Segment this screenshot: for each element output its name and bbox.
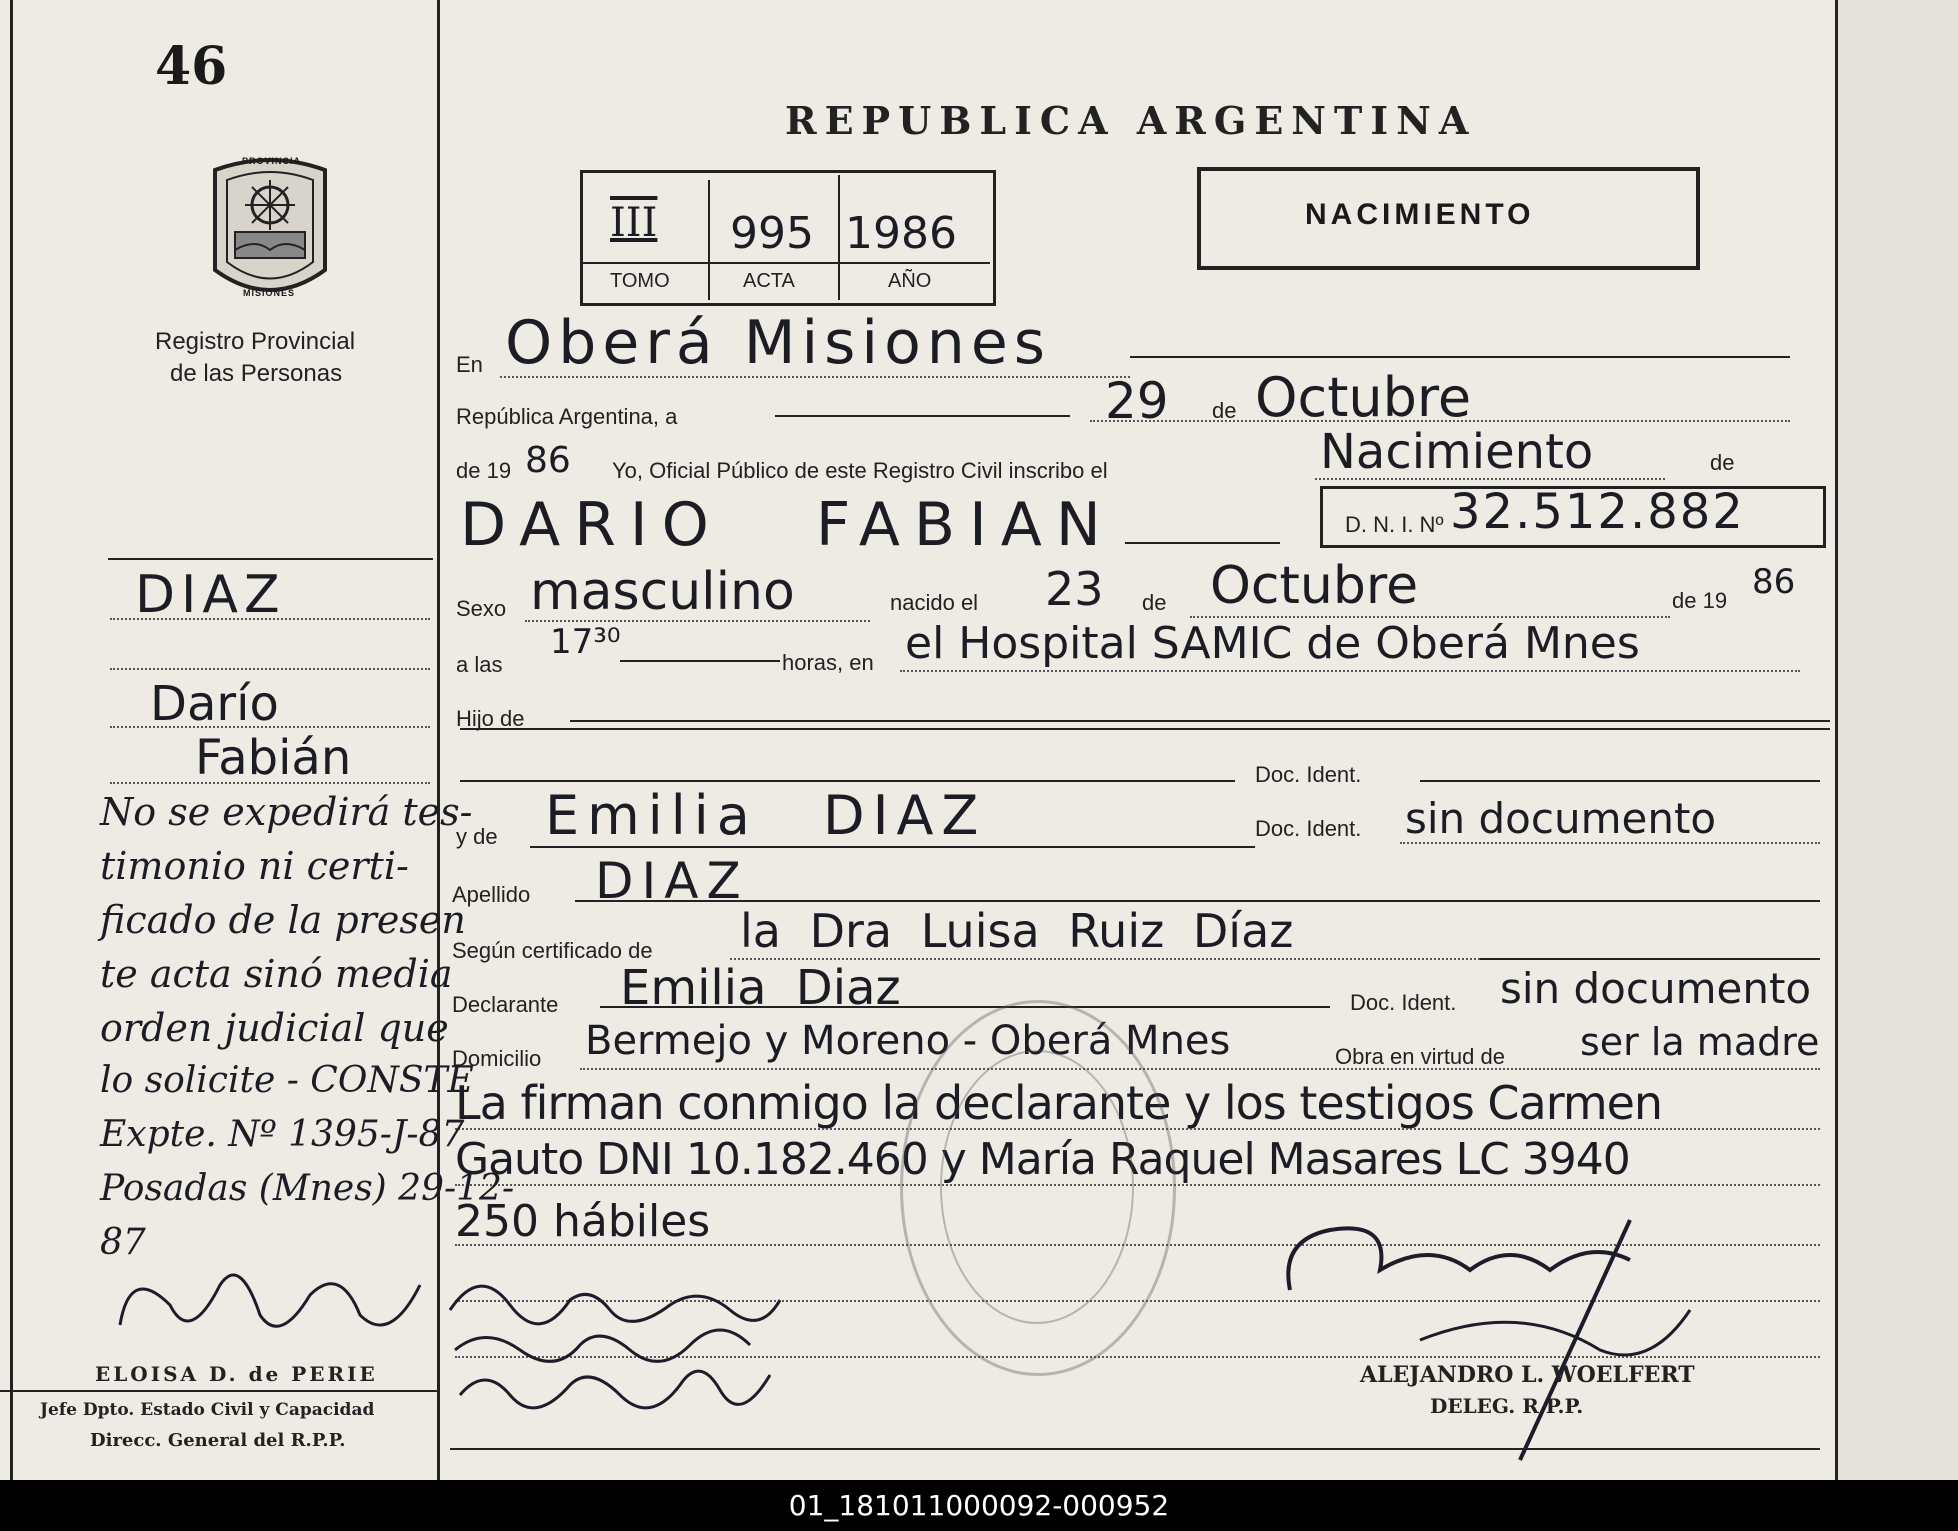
de-label2: de — [1710, 450, 1735, 475]
father-line — [460, 780, 1235, 782]
sexo-value: masculino — [530, 562, 795, 622]
anio-value: 1986 — [845, 208, 957, 259]
birth-day-value: 23 — [1045, 562, 1104, 616]
margin-official-underline — [0, 1390, 440, 1392]
act-type-line — [1315, 478, 1665, 480]
margin-given2: Fabián — [195, 730, 352, 786]
official-role-stamp: DELEG. R.P.P. — [1430, 1394, 1584, 1418]
official-signature-icon — [1270, 1200, 1730, 1480]
month-value: Octubre — [1255, 366, 1472, 429]
margin-surname-line — [110, 618, 430, 620]
declarant-signature-icon — [440, 1255, 860, 1415]
acta-value: 995 — [730, 208, 814, 259]
act-type-value: Nacimiento — [1320, 424, 1594, 480]
declarante-line — [600, 1006, 1330, 1008]
margin-surname: DIAZ — [135, 565, 286, 625]
record-box-divider1 — [708, 180, 710, 300]
anio-label: AÑO — [888, 270, 932, 292]
seal-bottom-text: MISIONES — [243, 288, 296, 298]
witness-line1: La firman conmigo la declarante y los testigos Carmen — [455, 1076, 1663, 1130]
birth-time-line — [620, 660, 780, 662]
dni-value: 32.512.882 — [1450, 484, 1745, 540]
witness-line2: Gauto DNI 10.182.460 y María Raquel Masares LC 3940 — [455, 1134, 1630, 1185]
left-margin-line — [10, 0, 13, 1480]
certificate-by-value: la Dra Luisa Ruiz Díaz — [740, 904, 1294, 958]
margin-signature-icon — [110, 1245, 440, 1365]
place-value: Oberá Misiones — [505, 308, 1052, 378]
sexo-label: Sexo — [456, 596, 507, 621]
margin-official-title2: Direcc. General del R.P.P. — [90, 1430, 346, 1451]
image-id-footer: 01_181011000092-000952 — [0, 1480, 1958, 1531]
margin-note-8: Posadas (Mnes) 29-12- — [100, 1168, 515, 1209]
provincial-seal-icon — [205, 150, 335, 310]
obra-value: ser la madre — [1580, 1020, 1820, 1064]
hijo-line — [570, 720, 1830, 722]
declarante-label: Declarante — [452, 992, 559, 1017]
registry-stamp-inner — [940, 1050, 1134, 1324]
mother-doc-line — [1400, 842, 1820, 844]
hijo-line2 — [460, 728, 1830, 730]
registry-name-line1: Registro Provincial — [155, 328, 356, 355]
de19-label2: de 19 — [1672, 588, 1728, 613]
birth-month-value: Octubre — [1210, 556, 1419, 616]
birth-place-line — [900, 670, 1800, 672]
tomo-label: TOMO — [610, 270, 670, 292]
domicilio-label: Domicilio — [452, 1046, 542, 1071]
republica-label: República Argentina, a — [456, 404, 678, 429]
father-doc-line — [1420, 780, 1820, 782]
month-line — [1090, 420, 1790, 422]
birth-time-value: 17³⁰ — [550, 622, 621, 662]
en-label: En — [456, 352, 483, 377]
margin-note-6: lo solicite - CONSTE — [100, 1060, 474, 1101]
margin-note-1: No se expedirá tes- — [100, 790, 473, 834]
nacido-label: nacido el — [890, 590, 979, 615]
apellido-value: DIAZ — [595, 852, 749, 910]
apellido-label: Apellido — [452, 882, 531, 907]
tomo-value: III — [610, 200, 658, 246]
given-names-value: DARIO FABIAN — [460, 490, 1115, 560]
page-edge-strip — [1835, 0, 1958, 1480]
seal-top-text: PROVINCIA — [242, 156, 302, 166]
margin-note-4: te acta sinó media — [100, 952, 453, 996]
obra-label: Obra en virtud de — [1335, 1044, 1505, 1069]
certificate-line-end — [1480, 958, 1820, 960]
hijo-label: Hijo de — [456, 706, 525, 731]
margin-official-title1: Jefe Dpto. Estado Civil y Capacidad — [40, 1400, 375, 1420]
de-label3: de — [1142, 590, 1167, 615]
margin-blank-line — [110, 668, 430, 670]
yo-text: Yo, Oficial Público de este Registro Civil inscribo el — [612, 458, 1108, 483]
margin-note-3: ficado de la presen — [100, 898, 466, 942]
registry-name-line2: de las Personas — [170, 360, 343, 387]
day-value: 29 — [1105, 372, 1169, 430]
margin-note-9: 87 — [100, 1222, 146, 1263]
republica-line — [775, 415, 1070, 417]
horas-label: horas, en — [782, 650, 874, 675]
dni-label: D. N. I. Nº — [1345, 512, 1444, 537]
doc-ident-label2: Doc. Ident. — [1255, 816, 1362, 841]
yde-label: y de — [456, 824, 498, 849]
margin-given2-line — [110, 782, 430, 784]
declarante-doc-value: sin documento — [1500, 964, 1812, 1013]
birth-year-suffix: 86 — [1752, 562, 1796, 602]
de-label: de — [1212, 398, 1237, 423]
margin-given1: Darío — [150, 676, 279, 732]
mother-name-value: Emilia DIAZ — [545, 784, 987, 847]
official-name-stamp: ALEJANDRO L. WOELFERT — [1360, 1362, 1695, 1388]
page-number: 46 — [155, 36, 228, 97]
doc-ident-label: Doc. Ident. — [1255, 762, 1362, 787]
record-type-label: NACIMIENTO — [1305, 198, 1535, 231]
place-line-end — [1130, 356, 1790, 358]
margin-note-5: orden judicial que — [100, 1006, 449, 1050]
year-suffix: 86 — [525, 440, 571, 481]
mother-doc-value: sin documento — [1405, 794, 1717, 843]
margin-official-name: ELOISA D. de PERIE — [95, 1362, 378, 1386]
doc-ident-label3: Doc. Ident. — [1350, 990, 1457, 1015]
record-box-divider2 — [838, 175, 840, 300]
domicilio-line — [580, 1068, 1820, 1070]
alas-label: a las — [456, 652, 503, 677]
place-line — [500, 376, 1130, 378]
margin-given1-line — [110, 726, 430, 728]
margin-top-divider — [108, 558, 433, 560]
margin-note-2: timonio ni certi- — [100, 844, 409, 888]
declarante-value: Emilia Diaz — [620, 960, 901, 1016]
acta-label: ACTA — [743, 270, 795, 292]
segun-label: Según certificado de — [452, 938, 653, 963]
birth-place-value: el Hospital SAMIC de Oberá Mnes — [905, 618, 1640, 669]
header-title: REPUBLICA ARGENTINA — [785, 98, 1477, 143]
record-box-hline — [583, 262, 990, 264]
witness-line3: 250 hábiles — [455, 1196, 711, 1247]
margin-note-7: Expte. Nº 1395-J-87 — [100, 1114, 465, 1155]
mother-name-line — [530, 846, 1255, 848]
domicilio-value: Bermejo y Moreno - Oberá Mnes — [585, 1018, 1231, 1064]
de19-label: de 19 — [456, 458, 512, 483]
apellido-line — [575, 900, 1820, 902]
given-names-line — [1125, 542, 1280, 544]
